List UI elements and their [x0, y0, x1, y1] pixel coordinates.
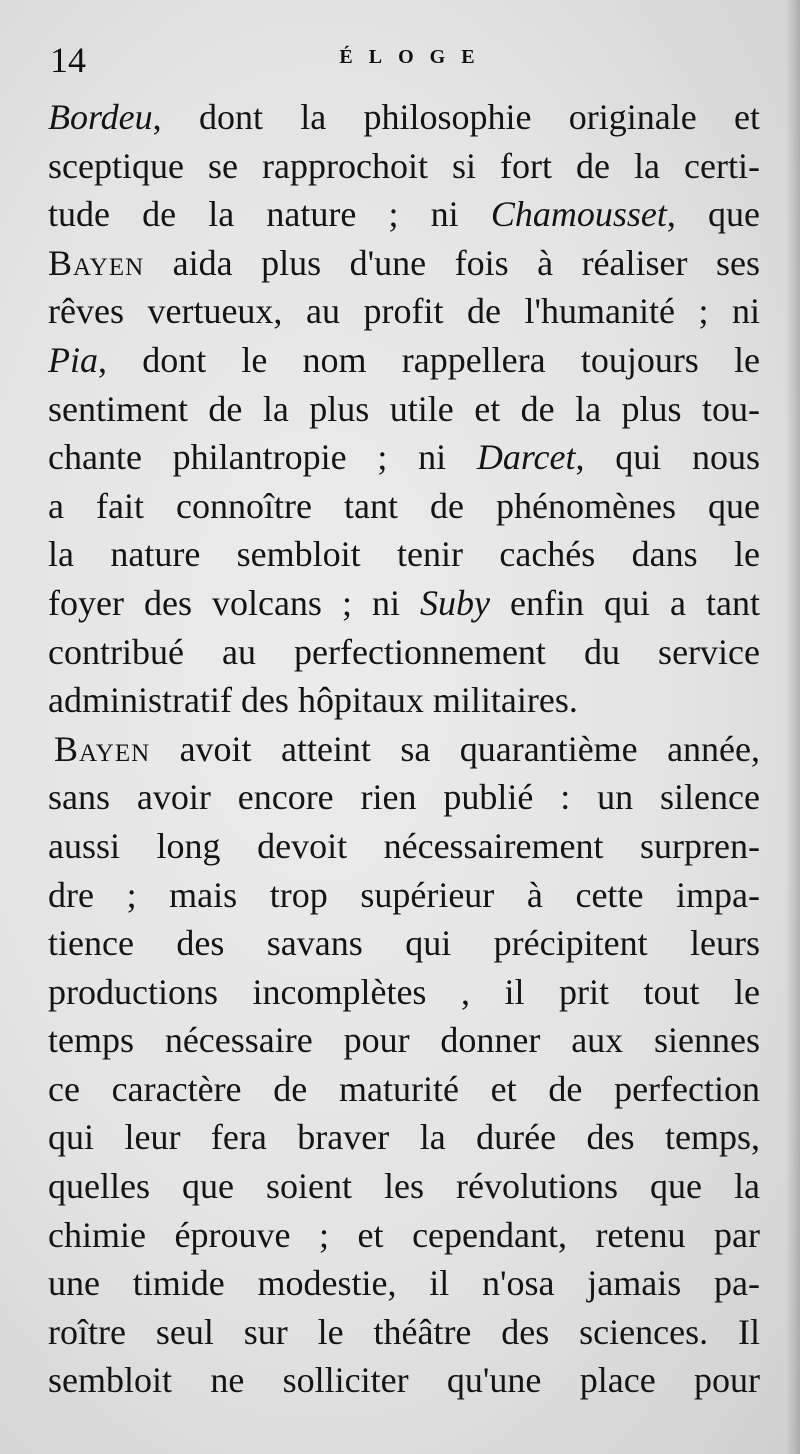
text-line — [48, 190, 760, 239]
text-line — [48, 239, 760, 288]
text-run: sceptique se rapprochoit si fort de la certi- — [48, 145, 760, 186]
text-line — [48, 871, 760, 920]
text-line — [48, 579, 760, 628]
text-line — [48, 1162, 760, 1211]
text-run: a fait connoître tant de phénomènes que — [48, 485, 760, 526]
text-run: , dont le nom rappellera toujours le — [98, 339, 760, 380]
text-line — [48, 287, 760, 336]
text-run: rêves vertueux, au profit de l'humanité ; ni — [48, 291, 760, 332]
page-number: 14 — [50, 40, 86, 80]
text-run: une timide modestie, il n'osa jamais pa- — [48, 1263, 760, 1304]
text-run: temps nécessaire pour donner aux siennes — [48, 1020, 760, 1061]
text-run: roître seul sur le théâtre des sciences. Il — [48, 1311, 760, 1352]
page-header — [50, 38, 760, 82]
italic-name: Suby — [420, 582, 490, 623]
text-run: administratif des hôpitaux militaires. — [48, 680, 578, 721]
text-run: sentiment de la plus utile et de la plus tou- — [48, 388, 760, 429]
text-run: productions incomplètes , il prit tout le — [48, 971, 760, 1012]
italic-name: Darcet — [476, 437, 576, 478]
italic-name: Bordeu — [48, 97, 153, 137]
text-line — [48, 676, 760, 725]
text-run: contribué au perfectionnement du service — [48, 631, 760, 672]
text-run: aida plus d'une fois à réaliser ses — [144, 242, 760, 283]
text-line — [48, 93, 760, 142]
text-line — [48, 628, 760, 677]
text-run: chimie éprouve ; et cependant, retenu par — [48, 1214, 760, 1255]
text-run: sans avoir encore rien publié : un silence — [48, 777, 760, 818]
text-run: dre ; mais trop supérieur à cette impa- — [48, 874, 760, 915]
italic-name: Chamousset — [490, 194, 667, 235]
text-line — [48, 336, 760, 385]
text-run: sembloit ne solliciter qu'une place pour — [48, 1360, 760, 1401]
text-run: chante philantropie ; ni — [48, 437, 477, 478]
text-run: ce caractère de maturité et de perfection — [48, 1068, 760, 1109]
small-caps-name: Bayen — [54, 728, 151, 769]
text-run: tude de la nature ; ni — [48, 194, 491, 235]
text-run: foyer des volcans ; ni — [48, 582, 421, 623]
text-run: la nature sembloit tenir cachés dans le — [48, 534, 760, 575]
text-run: , qui nous — [575, 437, 760, 478]
text-run: qui leur fera braver la durée des temps, — [48, 1117, 760, 1158]
text-run: aussi long devoit nécessairement surpren- — [48, 825, 760, 866]
text-run: , que — [666, 194, 760, 235]
text-line — [48, 773, 760, 822]
text-line — [48, 1016, 760, 1065]
running-head: ÉLOGE — [339, 46, 491, 68]
text-run: , dont la philosophie originale et — [152, 97, 760, 137]
italic-name: Pia — [48, 339, 98, 380]
text-line — [48, 822, 760, 871]
text-line — [48, 1211, 760, 1260]
text-line — [48, 1065, 760, 1114]
small-caps-name: Bayen — [48, 242, 145, 283]
text-run: tience des savans qui précipitent leurs — [48, 923, 760, 964]
text-line — [48, 385, 760, 434]
text-line — [48, 142, 760, 191]
text-line — [48, 1259, 760, 1308]
text-run: enfin qui a tant — [490, 582, 761, 623]
text-line — [48, 482, 760, 531]
text-run: avoit atteint sa quarantième année, — [150, 728, 760, 769]
text-line — [48, 1113, 760, 1162]
body-text — [48, 93, 760, 1405]
text-line — [48, 725, 760, 774]
text-line — [48, 1308, 760, 1357]
text-line — [48, 1356, 760, 1405]
text-run: quelles que soient les révolutions que la — [48, 1166, 760, 1207]
page-edge-shadow — [786, 0, 800, 1454]
text-line — [48, 530, 760, 579]
text-line — [48, 919, 760, 968]
text-line — [48, 968, 760, 1017]
text-line — [48, 433, 760, 482]
